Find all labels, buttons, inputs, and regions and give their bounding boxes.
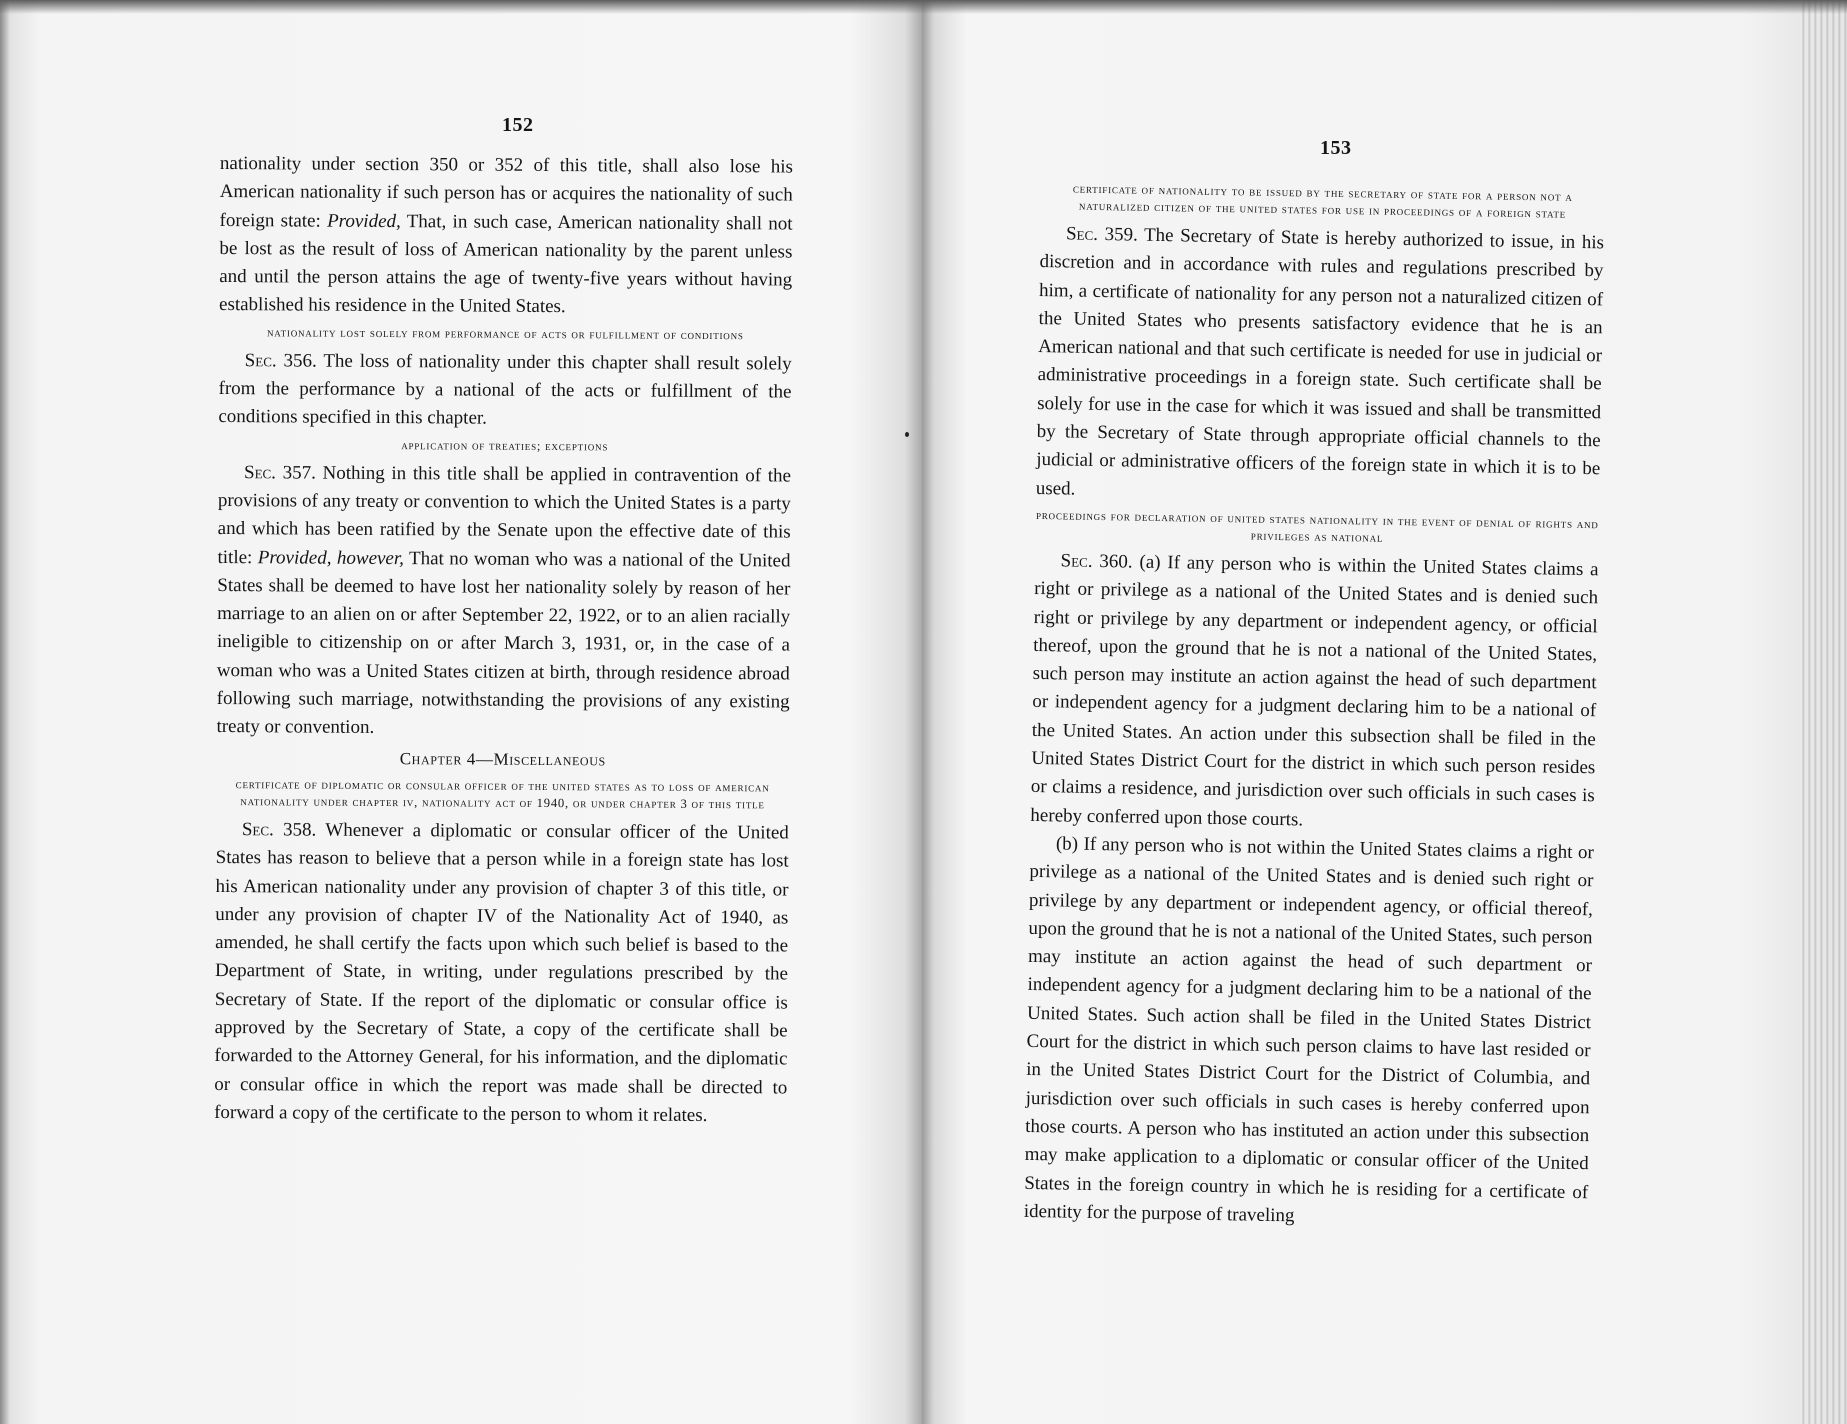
right-page bbox=[922, 0, 1847, 1424]
page-number-right: 153 bbox=[1320, 137, 1352, 159]
page-edges bbox=[1799, 0, 1847, 1424]
continued-paragraph: nationality under section 350 or 352 of this title, shall also lose his American nationality if such person has or acquires the nationality of such foreign state: Provided, That, in such case, American nationality shall not be lost as the result of loss of American nationality by the parent unless and until the person attains the age of twenty-five years without having established his residence in the United States. bbox=[218, 152, 793, 318]
section-heading-359: certificate of nationality to be issued by the secretary of state for a person not a naturalized citizen of the united states for use in proceedings of a foreign state bbox=[1072, 181, 1573, 221]
section-heading-356: nationality lost solely from performance of acts or fulfillment of conditions bbox=[266, 325, 744, 342]
section-heading-360: proceedings for declaration of united states nationality in the event of denial of rights and privileges as national bbox=[1035, 507, 1599, 545]
section-heading-357: application of treaties; exceptions bbox=[401, 437, 609, 454]
section-356: Sec. 356. The loss of nationality under this chapter shall result solely from the performance by a national of the acts or fulfillment of the conditions specified in this chapter. bbox=[218, 349, 792, 430]
section-360-a: Sec. 360. (a) If any person who is within the United States claims a right or privilege as a national of the United States and is denied such right or privilege by any department or independent agency, or official thereof, upon the ground that he is not a national of the United States, such person may institute an action against the head of such department or independent agency for a judgment declaring him to be a national of the United States. An action under this subsection shall be filed in the United States District Court for the district in which such person resides or claims a residence, and jurisdiction over such officials in such cases is hereby conferred upon those courts. bbox=[1030, 550, 1599, 831]
left-page-body bbox=[214, 150, 793, 1131]
section-360-b: (b) If any person who is not within the United States claims a right or privilege as a national of the United States and is denied such right or privilege by any department or independent agency, or official thereof, upon the ground that he is not a national of the United States, such person may institute an action against the head of such department or independent agency for a judgment declaring him to be a national of the United States. Such action shall be filed in the United States District Court for the district in which such person claims to have last resided or in the United States District Court for the District of Columbia, and jurisdiction over such officials in such cases is hereby conferred upon those courts. A person who has instituted an action under this subsection may make application to a diplomatic or consular officer of the United States in the foreign country in which he is residing for a certificate of identity for the purpose of traveling bbox=[1023, 833, 1595, 1227]
top-shadow bbox=[0, 0, 1847, 14]
section-359: Sec. 359. The Secretary of State is hereby authorized to issue, in his discretion and in accordance with rules and regulations prescribed by him, a certificate of nationality for any person not a naturalized citizen of the United States who presents satisfactory evidence that he is an American national and that such certificate is needed for use in judicial or administrative proceedings in a foreign state. Such certificate shall be solely for use in the case for which it was issued and shall be transmitted by the Secretary of State through appropriate official channels to the judicial or administrative officers of the foreign state in which it is to be used. bbox=[1035, 223, 1605, 500]
left-page bbox=[0, 0, 922, 1424]
section-heading-358: certificate of diplomatic or consular officer of the united states as to loss of american nationality under chapter iv, nationality act of 1940, or under chapter 3 of this title bbox=[235, 777, 770, 812]
section-357: Sec. 357. Nothing in this title shall be applied in contravention of the provisions of any treaty or convention to which the United States is a party and which has been ratified by the Senate upon the effective date of this title: Provided, however, That no woman who was a national of the United States shall be deemed to have lost her nationality solely by reason of her marriage to an alien on or after September 22, 1922, or to an alien racially ineligible to citizenship on or after March 3, 1931, or, in the case of a woman who was a United States citizen at birth, through residence abroad following such marriage, notwithstanding the provisions of any existing treaty or convention. bbox=[216, 461, 792, 739]
chapter-heading: Chapter 4—Miscellaneous bbox=[399, 748, 606, 770]
right-page-body bbox=[1024, 176, 1605, 1235]
section-358: Sec. 358. Whenever a diplomatic or consular officer of the United States has reason to believe that a person while in a foreign state has lost his American nationality under any provision of chapter 3 of this title, or under any provision of chapter IV of the Nationality Act of 1940, as amended, he shall certify the facts upon which such belief is based to the Department of State, in writing, under regulations prescribed by the Secretary of State. If the report of the diplomatic or consular office is approved by the Secretary of State, a copy of the certificate shall be forwarded to the Attorney General, for his information, and the diplomatic or consular office in which the report was made shall be directed to forward a copy of the certificate to the person to whom it relates. bbox=[214, 819, 789, 1126]
ink-speck bbox=[905, 432, 909, 437]
page-number-left: 152 bbox=[502, 114, 534, 136]
